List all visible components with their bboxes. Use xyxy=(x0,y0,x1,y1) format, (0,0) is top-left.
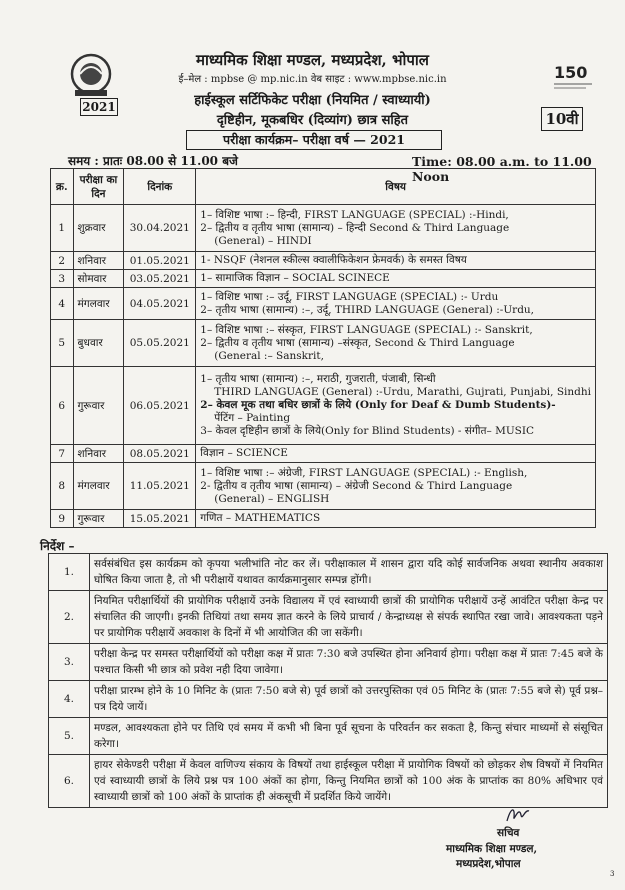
exam-subjects xyxy=(196,367,596,445)
contact-line: ई–मेल : mpbse @ mp.nic.in वेब साइट : www.mpbse.nic.in xyxy=(178,74,447,85)
signatory-place: मध्यप्रदेश,भोपाल xyxy=(456,858,521,870)
subject-line: विज्ञान – SCIENCE xyxy=(200,447,288,459)
subject-line: गणित – MATHEMATICS xyxy=(200,512,321,524)
subject-line: 1– सामाजिक विज्ञान – SOCIAL SCINECE xyxy=(200,272,390,284)
signature-icon xyxy=(505,803,531,825)
instructions-heading: निर्देश – xyxy=(40,539,75,553)
exam-date: 05.05.2021 xyxy=(124,320,196,367)
exam-day: शुक्रवार xyxy=(73,205,124,252)
note-text: सर्वसंबंधित इस कार्यक्रम को कृपया भलीभांति नोट कर लें। परीक्षाकाल में शासन द्वारा यदि कोई सार्वजनिक अथवा स्थानीय अवकाश घोषित किया जाता है, तो भी परीक्षायें यथावत कार्यक्रमानुसार सम्पन्न होंगी। xyxy=(90,554,608,591)
subject-line: (General :– Sanskrit, xyxy=(214,349,324,362)
subject-line: 2– केवल मूक तथा बधिर छात्रों के लिये (Only for Deaf & Dumb Students)- xyxy=(200,399,556,411)
time-english: Time: 08.00 a.m. to 11.00 Noon xyxy=(412,154,592,184)
exam-date: 03.05.2021 xyxy=(124,270,196,288)
class-box: 10वी xyxy=(541,107,583,131)
note-text: परीक्षा प्रारम्भ होने के 10 मिनिट के (प्रातः 7:50 बजे से) पूर्व छात्रों को उत्तरपुस्तिका एवं 05 मिनिट के (प्रातः 7:55 बजे से) पूर्व प्रश्न–पत्र दिये जायें। xyxy=(90,681,608,718)
note-number: 2. xyxy=(49,591,90,644)
row-number: 9 xyxy=(51,510,74,528)
subject-line: 1– विशिष्ट भाषा :– उर्दू, FIRST LANGUAGE (SPECIAL) :- Urdu xyxy=(200,290,499,303)
exam-subjects xyxy=(196,510,596,528)
subject-line: 1– विशिष्ट भाषा :– हिन्दी, FIRST LANGUAGE (SPECIAL) :-Hindi, xyxy=(200,208,509,221)
schedule-table xyxy=(50,168,596,528)
exam-subjects xyxy=(196,205,596,252)
exam-date: 04.05.2021 xyxy=(124,288,196,320)
subject-line: 1- NSQF (नेशनल स्कील्स क्वालीफिकेशन फ्रेमवर्क) के समस्त विषय xyxy=(200,254,467,266)
note-text: परीक्षा केन्द्र पर समस्त परीक्षार्थियों को परीक्षा कक्ष में प्रातः 7:30 बजे उपस्थित होना अनिवार्य होगा। परीक्षा कक्ष में प्रातः 7:45 बजे के पश्चात किसी भी छात्र को प्रवेश नही दिया जावेगा। xyxy=(90,644,608,681)
table-row xyxy=(51,510,596,528)
exam-day: गुरूवार xyxy=(73,510,124,528)
note-text: मण्डल, आवश्यकता होने पर तिथि एवं समय में कभी भी बिना पूर्व सूचना के परिवर्तन कर सकता है, किन्तु संचार माध्यमों से संसूचित करेगा। xyxy=(90,718,608,755)
table-row xyxy=(51,270,596,288)
row-number: 5 xyxy=(51,320,74,367)
row-number: 3 xyxy=(51,270,74,288)
page-number: 3 xyxy=(610,870,615,878)
column-header: विषय xyxy=(196,169,596,205)
exam-day: शनिवार xyxy=(73,445,124,463)
schedule-header-row xyxy=(51,169,596,205)
program-title: परीक्षा कार्यक्रम– परीक्षा वर्ष — 2021 xyxy=(186,130,442,150)
note-number: 1. xyxy=(49,554,90,591)
subject-line: 3– केवल दृष्टिहीन छात्रों के लिये(Only for Blind Students) - संगीत– MUSIC xyxy=(200,425,535,437)
exam-day: शनिवार xyxy=(73,252,124,270)
subject-line: (General) – HINDI xyxy=(214,234,312,247)
exam-subtitle: दृष्टिहीन, मूकबधिर (दिव्यांग) छात्र सहित xyxy=(216,113,409,128)
table-row xyxy=(51,288,596,320)
subject-line: (General) – ENGLISH xyxy=(214,492,330,505)
exam-date: 08.05.2021 xyxy=(124,445,196,463)
list-item xyxy=(49,681,608,718)
exam-date: 01.05.2021 xyxy=(124,252,196,270)
note-number: 3. xyxy=(49,644,90,681)
table-row xyxy=(51,463,596,510)
table-row xyxy=(51,445,596,463)
row-number: 4 xyxy=(51,288,74,320)
note-number: 6. xyxy=(49,755,90,808)
exam-day: गुरूवार xyxy=(73,367,124,445)
note-text: नियमित परीक्षार्थियों की प्रायोगिक परीक्षायें उनके विद्यालय में एवं स्वाध्यायी छात्रों की प्रायोगिक परीक्षायें उन्हें आवंटित परीक्षा केन्द्र पर संचालित की जाएगी। इनकी तिथियां तथा समय ज्ञात करने के लिये प्राचार्य / केन्द्राध्यक्ष से संपर्क स्थापित रखा जावे। आवश्यकता पड़ने पर प्रायोगिक परीक्षायें अवकाश के दिनों में भी आयोजित की जा सकेंगी। xyxy=(90,591,608,644)
exam-date: 06.05.2021 xyxy=(124,367,196,445)
subject-line: 2– द्वितीय व तृतीय भाषा (सामान्य) – हिन्दी Second & Third Language xyxy=(200,221,510,234)
exam-subjects xyxy=(196,270,596,288)
column-header: परीक्षा का दिन xyxy=(73,169,124,205)
note-text: हायर सेकेण्डरी परीक्षा में केवल वाणिज्य संकाय के विषयों तथा हाईस्कूल परीक्षा में प्रायोगिक विषयों को छोड़कर शेष विषयों में नियमित एवं स्वाध्यायी छात्रों के लिये प्रश्न पत्र 100 अंकों का होगा, किन्तु नियमित छात्रों को 100 अंक के प्राप्तांक का 80% अधिभार एवं स्वाध्यायी छात्रों को 100 अंकों के प्राप्तांक ही अंकसूची में प्रदर्शित किये जायेंगे। xyxy=(90,755,608,808)
list-item xyxy=(49,591,608,644)
column-header: दिनांक xyxy=(124,169,196,205)
table-row xyxy=(51,367,596,445)
table-row xyxy=(51,205,596,252)
exam-subjects xyxy=(196,320,596,367)
instructions-table xyxy=(48,553,608,808)
exam-day: बुधवार xyxy=(73,320,124,367)
signatory-board: माध्यमिक शिक्षा मण्डल, xyxy=(446,843,538,855)
subject-line: 2- द्वितीय व तृतीय भाषा (सामान्य) – अंग्रेजी Second & Third Language xyxy=(200,479,513,492)
row-number: 8 xyxy=(51,463,74,510)
exam-day: सोमवार xyxy=(73,270,124,288)
exam-subjects xyxy=(196,252,596,270)
table-row xyxy=(51,252,596,270)
exam-subjects xyxy=(196,445,596,463)
signatory-title: सचिव xyxy=(497,827,520,839)
list-item xyxy=(49,644,608,681)
list-item xyxy=(49,755,608,808)
subject-line: THIRD LANGUAGE (General) :-Urdu, Marathi, Gujrati, Punjabi, Sindhi xyxy=(214,386,591,398)
time-hindi: समय : प्रातः 08.00 से 11.00 बजे xyxy=(68,154,238,168)
exam-day: मंगलवार xyxy=(73,288,124,320)
note-number: 4. xyxy=(49,681,90,718)
exam-date: 11.05.2021 xyxy=(124,463,196,510)
subject-line: 1– तृतीय भाषा (सामान्य) :–, मराठी, गुजराती, पंजाबी, सिन्धी xyxy=(200,373,436,385)
subject-line: पेंटिंग – Painting xyxy=(214,412,291,424)
exam-title: हाईस्कूल सर्टिफिकेट परीक्षा (नियमित / स्वाध्यायी) xyxy=(194,93,431,108)
subject-line: 1– विशिष्ट भाषा :– संस्कृत, FIRST LANGUAGE (SPECIAL) :- Sanskrit, xyxy=(200,323,533,336)
exam-subjects xyxy=(196,288,596,320)
subject-line: 1– विशिष्ट भाषा :– अंग्रेजी, FIRST LANGUAGE (SPECIAL) :- English, xyxy=(200,466,528,479)
table-row xyxy=(51,320,596,367)
exam-date: 30.04.2021 xyxy=(124,205,196,252)
anniversary-logo-text: 150 xyxy=(554,63,588,82)
board-name: माध्यमिक शिक्षा मण्डल, मध्यप्रदेश, भोपाल xyxy=(196,51,429,69)
list-item xyxy=(49,554,608,591)
exam-day: मंगलवार xyxy=(73,463,124,510)
subject-line: 2– द्वितीय व तृतीय भाषा (सामान्य) –संस्कृत, Second & Third Language xyxy=(200,336,515,349)
column-header: क्र. xyxy=(51,169,74,205)
note-number: 5. xyxy=(49,718,90,755)
exam-subjects xyxy=(196,463,596,510)
list-item xyxy=(49,718,608,755)
subject-line: 2– तृतीय भाषा (सामान्य) :–, उर्दू, THIRD LANGUAGE (General) :-Urdu, xyxy=(200,303,535,316)
exam-date: 15.05.2021 xyxy=(124,510,196,528)
row-number: 7 xyxy=(51,445,74,463)
row-number: 2 xyxy=(51,252,74,270)
row-number: 1 xyxy=(51,205,74,252)
year-box: 2021 xyxy=(80,98,118,116)
row-number: 6 xyxy=(51,367,74,445)
